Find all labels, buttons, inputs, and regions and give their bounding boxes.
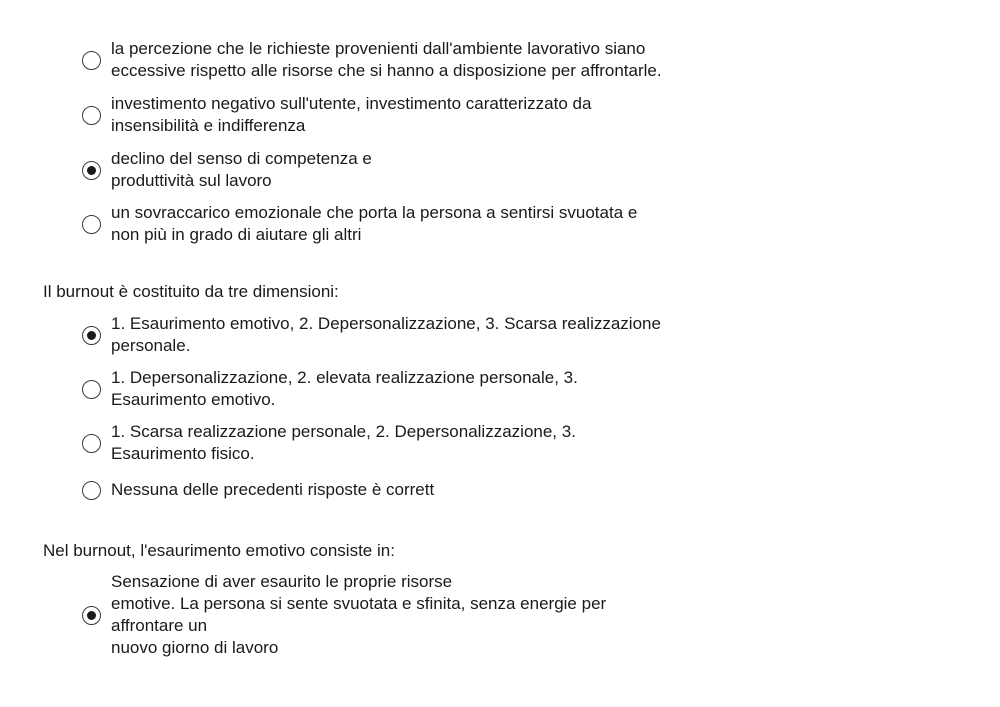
q2-option-1[interactable]	[82, 313, 782, 357]
radio-button-selected[interactable]	[82, 161, 101, 180]
question-title: Nel burnout, l'esaurimento emotivo consiste in:	[43, 541, 395, 560]
radio-button[interactable]	[82, 380, 101, 399]
option-label: declino del senso di competenza e produttività sul lavoro	[111, 149, 372, 190]
option-label: 1. Scarsa realizzazione personale, 2. Depersonalizzazione, 3. Esaurimento fisico.	[111, 422, 576, 463]
option-label: investimento negativo sull'utente, investimento caratterizzato da insensibilità e indifferenza	[111, 94, 592, 135]
option-label: la percezione che le richieste provenienti dall'ambiente lavorativo siano eccessive rispetto alle risorse che si hanno a disposizione per affrontarle.	[111, 39, 662, 80]
radio-button[interactable]	[82, 434, 101, 453]
radio-button[interactable]	[82, 215, 101, 234]
option-label: un sovraccarico emozionale che porta la persona a sentirsi svuotata e non più in grado di aiutare gli altri	[111, 203, 638, 244]
q1-option-4[interactable]	[82, 202, 782, 246]
option-label: Sensazione di aver esaurito le proprie risorse emotive. La persona si sente svuotata e sfinita, senza energie per affrontare un nuovo giorno di lavoro	[111, 572, 607, 657]
radio-button[interactable]	[82, 481, 101, 500]
q2-option-4[interactable]	[82, 479, 782, 501]
q1-option-3[interactable]	[82, 148, 782, 192]
question-title: Il burnout è costituito da tre dimensioni:	[43, 282, 339, 301]
option-label: Nessuna delle precedenti risposte è corrett	[111, 480, 435, 499]
q3-option-1[interactable]	[82, 571, 782, 659]
option-label: 1. Esaurimento emotivo, 2. Depersonalizzazione, 3. Scarsa realizzazione personale.	[111, 314, 661, 355]
option-label: 1. Depersonalizzazione, 2. elevata realizzazione personale, 3. Esaurimento emotivo.	[111, 368, 578, 409]
radio-button-selected[interactable]	[82, 326, 101, 345]
radio-button[interactable]	[82, 106, 101, 125]
q2-option-3[interactable]	[82, 421, 782, 465]
q1-option-1[interactable]	[82, 38, 782, 82]
q2-option-2[interactable]	[82, 367, 782, 411]
radio-button-selected[interactable]	[82, 606, 101, 625]
q1-option-2[interactable]	[82, 93, 782, 137]
radio-button[interactable]	[82, 51, 101, 70]
